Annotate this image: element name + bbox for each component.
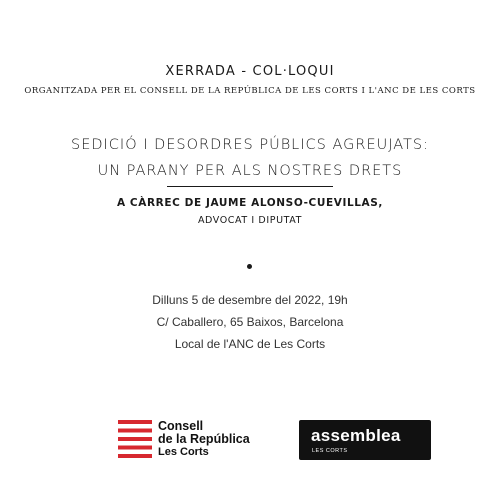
- speaker-name: A CÀRREC DE JAUME ALONSO-CUEVILLAS,: [116, 197, 384, 209]
- assemblea-logo-sub: LES CORTS: [312, 448, 348, 454]
- divider-rule: [167, 186, 333, 187]
- assemblea-logo-word: assemblea: [311, 426, 401, 445]
- event-venue: Local de l'ANC de Les Corts: [174, 337, 326, 351]
- consell-logo: [118, 420, 258, 460]
- consell-logo-text: [158, 420, 250, 459]
- event-address: C/ Caballero, 65 Baixos, Barcelona: [156, 315, 344, 329]
- title-line-2: UN PARANY PER ALS NOSTRES DRETS: [97, 163, 403, 179]
- consell-logo-line-2: de la República: [158, 432, 250, 446]
- speaker-role: ADVOCAT I DIPUTAT: [197, 215, 303, 226]
- bullet-dot: [247, 264, 252, 269]
- organizer-line: ORGANITZADA PER EL CONSELL DE LA REPÚBLICA DE LES CORTS I L'ANC DE LES CORTS: [24, 86, 476, 96]
- event-date: Dilluns 5 de desembre del 2022, 19h: [152, 293, 348, 307]
- consell-logo-line-1: Consell: [158, 419, 204, 433]
- assemblea-logo: [299, 420, 431, 460]
- title-line-1: SEDICIÓ I DESORDRES PÚBLICS AGREUJATS:: [70, 137, 429, 153]
- consell-logo-line-3: Les Corts: [158, 446, 209, 458]
- senyera-stripes-icon: [118, 420, 152, 458]
- event-type: XERRADA - COL·LOQUI: [165, 64, 335, 79]
